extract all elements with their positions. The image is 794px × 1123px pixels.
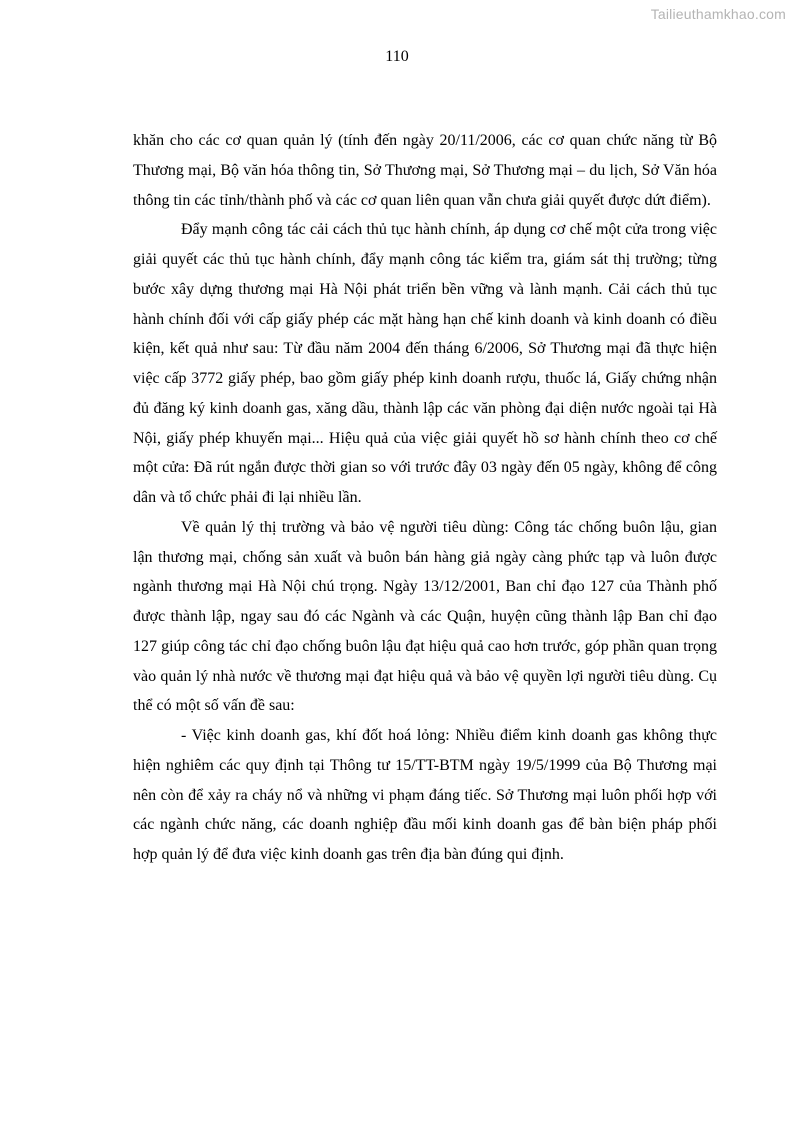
paragraph-admin-reform: Đẩy mạnh công tác cải cách thủ tục hành chính, áp dụng cơ chế một cửa trong việc giải quyết các thủ tục hành chính, đẩy mạnh công tác kiểm tra, giám sát thị trường; từng bước xây dựng thương mại Hà Nội phát triển bền vững và lành mạnh. Cải cách thủ tục hành chính đối với cấp giấy phép các mặt hàng hạn chế kinh doanh và kinh doanh có điều kiện, kết quả như sau: Từ đầu năm 2004 đến tháng 6/2006, Sở Thương mại đã thực hiện việc cấp 3772 giấy phép, bao gồm giấy phép kinh doanh rượu, thuốc lá, Giấy chứng nhận đủ đăng ký kinh doanh gas, xăng dầu, thành lập các văn phòng đại diện nước ngoài tại Hà Nội, giấy phép khuyến mại... Hiệu quả của việc giải quyết hồ sơ hành chính theo cơ chế một cửa: Đã rút ngắn được thời gian so với trước đây 03 ngày đến 05 ngày, không để công dân và tổ chức phải đi lại nhiều lần. (133, 221, 717, 506)
watermark: Tailieuthamkhao.com (650, 6, 786, 22)
document-body (133, 126, 717, 870)
paragraph-market-management: Về quản lý thị trường và bảo vệ người tiêu dùng: Công tác chống buôn lậu, gian lận thương mại, chống sản xuất và buôn bán hàng giả ngày càng phức tạp và luôn được ngành thương mại Hà Nội chú trọng. Ngày 13/12/2001, Ban chỉ đạo 127 của Thành phố được thành lập, ngay sau đó các Ngành và các Quận, huyện cũng thành lập Ban chỉ đạo 127 giúp công tác chỉ đạo chống buôn lậu đạt hiệu quả cao hơn trước, góp phần quan trọng vào quản lý nhà nước về thương mại đạt hiệu quả và bảo vệ quyền lợi người tiêu dùng. Cụ thể có một số vấn đề sau: (133, 518, 717, 715)
paragraph-gas-business: - Việc kinh doanh gas, khí đốt hoá lỏng: Nhiều điểm kinh doanh gas không thực hiện nghiêm các quy định tại Thông tư 15/TT-BTM ngày 19/5/1999 của Bộ Thương mại nên còn để xảy ra cháy nổ và những vi phạm đáng tiếc. Sở Thương mại luôn phối hợp với các ngành chức năng, các doanh nghiệp đầu mối kinh doanh gas để bàn biện pháp phối hợp quản lý để đưa việc kinh doanh gas trên địa bàn đúng qui định. (133, 727, 717, 863)
page-number: 110 (385, 48, 409, 65)
paragraph-continuation: khăn cho các cơ quan quản lý (tính đến ngày 20/11/2006, các cơ quan chức năng từ Bộ Thương mại, Bộ văn hóa thông tin, Sở Thương mại, Sở Thương mại – du lịch, Sở Văn hóa thông tin các tỉnh/thành phố và các cơ quan liên quan vẫn chưa giải quyết được dứt điểm). (133, 132, 717, 209)
